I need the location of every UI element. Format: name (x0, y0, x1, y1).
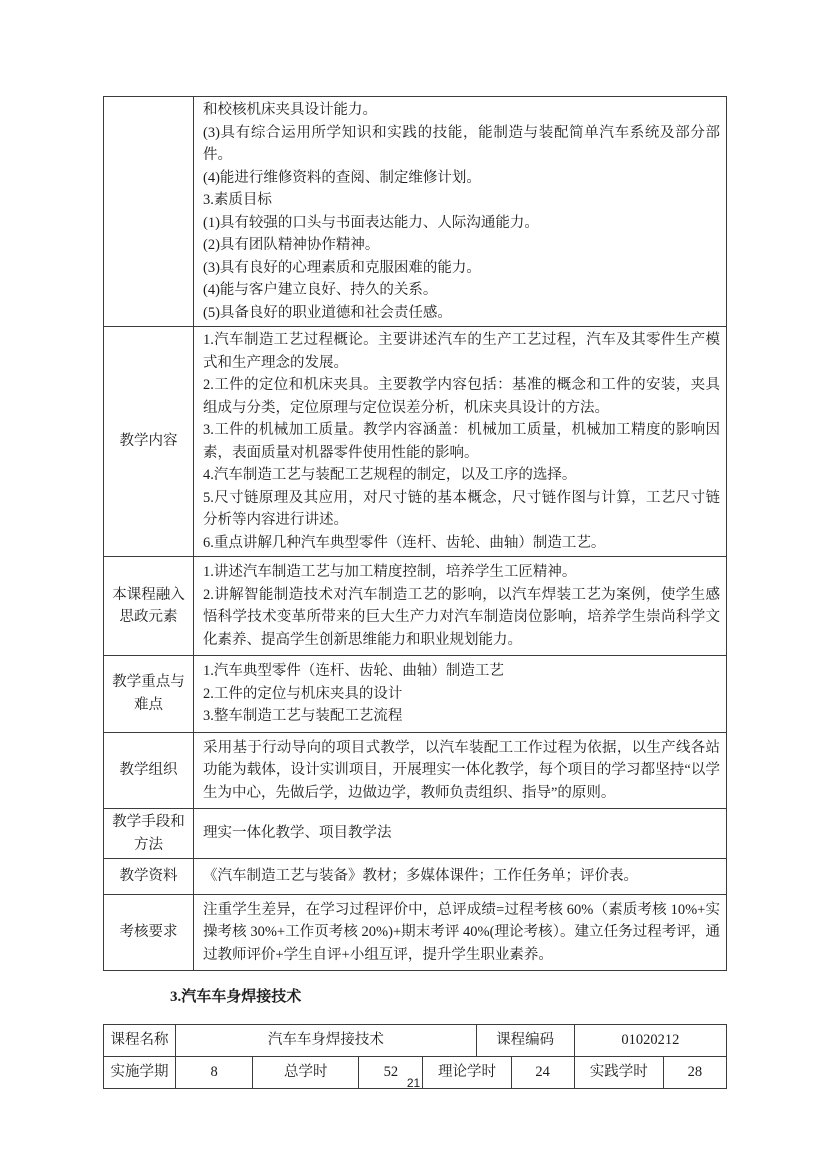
paragraph: 1.讲述汽车制造工艺与加工精度控制，培养学生工匠精神。 (203, 564, 577, 580)
paragraph: (2)具有团队精神协作精神。 (203, 237, 380, 253)
table-row-assessment (104, 894, 727, 971)
semester-value: 8 (176, 1057, 253, 1089)
paragraph: 3.工件的机械加工质量。教学内容涵盖：机械加工质量，机械加工精度的影响因素，表面质量对机器零件使用性能的影响。 (203, 422, 720, 461)
total-hours-label: 总学时 (253, 1057, 359, 1089)
course-code-value: 01020212 (574, 1025, 726, 1057)
table-row-ideology-elements (104, 557, 727, 656)
row-label-ideology-elements: 本课程融入思政元素 (104, 557, 194, 656)
table-row-continuation (104, 97, 727, 327)
paragraph: (4)能进行维修资料的查阅、制定维修计划。 (203, 169, 481, 186)
paragraph: (3)具有良好的心理素质和克服困难的能力。 (203, 259, 481, 276)
semester-label: 实施学期 (104, 1057, 176, 1089)
paragraph: 1.汽车典型零件（连杆、齿轮、曲轴）制造工艺 (203, 663, 504, 679)
row-label-teaching-content: 教学内容 (104, 327, 194, 557)
row-content-teaching-content (194, 327, 727, 557)
paragraph: 6.重点讲解几种汽车典型零件（连杆、齿轮、曲轴）制造工艺。 (203, 534, 606, 551)
theory-hours-value: 24 (511, 1057, 574, 1089)
paragraph: 2.讲解智能制造技术对汽车制造工艺的影响，以汽车焊装工艺为案例，使学生感悟科学技术变革所带来的巨大生产力对汽车制造岗位影响，培养学生崇尚科学文化素养、提高学生创新思维能力和职业规划能力。 (203, 586, 720, 648)
table-row-organization (104, 732, 727, 809)
paragraph: 采用基于行动导向的项目式教学，以汽车装配工工作过程为依据，以生产线各站功能为载体，设计实训项目，开展理实一体化教学，每个项目的学习都坚持“以学生为中心，先做后学，边做边学，教师负责组织、指导”的原则。 (203, 739, 720, 801)
table-row-teaching-content (104, 327, 727, 557)
table-row-key-points (104, 656, 727, 733)
row-label-empty (104, 97, 194, 327)
page-content (103, 96, 727, 1089)
paragraph: 1.汽车制造工艺过程概论。主要讲述汽车的生产工艺过程，汽车及其零件生产模式和生产理念的发展。 (203, 332, 720, 371)
course-name-value: 汽车车身焊接技术 (176, 1025, 476, 1057)
paragraph: 《汽车制造工艺与装备》教材；多媒体课件；工作任务单；评价表。 (203, 868, 638, 884)
theory-hours-label: 理论学时 (423, 1057, 511, 1089)
paragraph: 注重学生差异，在学习过程评价中，总评成绩=过程考核 60%（素质考核 10%+实操考核 30%+工作页考核 20%)+期末考评 40%(理论考核）。建立任务过程考评，通过教师评价+学生自评+小组互评，提升学生职业素养。 (203, 901, 720, 963)
paragraph: 4.汽车制造工艺与装配工艺规程的制定，以及工序的选择。 (203, 467, 577, 483)
course-code-label: 课程编码 (476, 1025, 574, 1057)
table-row-materials (104, 859, 727, 895)
paragraph: 3.整车制造工艺与装配工艺流程 (203, 708, 403, 724)
paragraph: (3)具有综合运用所学知识和实践的技能，能制造与装配简单汽车系统及部分部件。 (203, 124, 720, 163)
section-heading: 3.汽车车身焊接技术 (170, 989, 302, 1005)
paragraph: 和校核机床夹具设计能力。 (203, 102, 377, 118)
row-content-ideology-elements (194, 557, 727, 656)
paragraph: 理实一体化教学、项目教学法 (203, 825, 392, 842)
paragraph: (4)能与客户建立良好、持久的关系。 (203, 282, 438, 298)
syllabus-table (103, 96, 727, 971)
row-content-materials (194, 859, 727, 895)
practice-hours-label: 实践学时 (574, 1057, 663, 1089)
course-name-label: 课程名称 (104, 1025, 176, 1057)
row-content-methods (194, 809, 727, 859)
course-row-name (104, 1025, 727, 1057)
total-hours-value: 52 (359, 1057, 423, 1089)
paragraph: 3.素质目标 (203, 192, 272, 208)
row-label-organization: 教学组织 (104, 732, 194, 809)
paragraph: 2.工件的定位和机床夹具。主要教学内容包括：基准的概念和工件的安装，夹具组成与分类，定位原理与定位误差分析，机床夹具设计的方法。 (203, 377, 720, 416)
row-content-key-points (194, 656, 727, 733)
paragraph: 5.尺寸链原理及其应用，对尺寸链的基本概念，尺寸链作图与计算，工艺尺寸链分析等内容进行讲述。 (203, 489, 720, 528)
paragraph: (1)具有较强的口头与书面表达能力、人际沟通能力。 (203, 214, 539, 231)
row-label-assessment: 考核要求 (104, 894, 194, 971)
row-label-methods: 教学手段和方法 (104, 809, 194, 859)
paragraph: (5)具备良好的职业道德和社会责任感。 (203, 304, 452, 321)
row-content-organization (194, 732, 727, 809)
row-label-key-points: 教学重点与难点 (104, 656, 194, 733)
practice-hours-value: 28 (663, 1057, 726, 1089)
paragraph: 2.工件的定位与机床夹具的设计 (203, 685, 403, 702)
row-label-materials: 教学资料 (104, 859, 194, 895)
row-content-goals (194, 97, 727, 327)
row-content-assessment (194, 894, 727, 971)
table-row-methods (104, 809, 727, 859)
page-number: 21 (406, 1076, 421, 1090)
